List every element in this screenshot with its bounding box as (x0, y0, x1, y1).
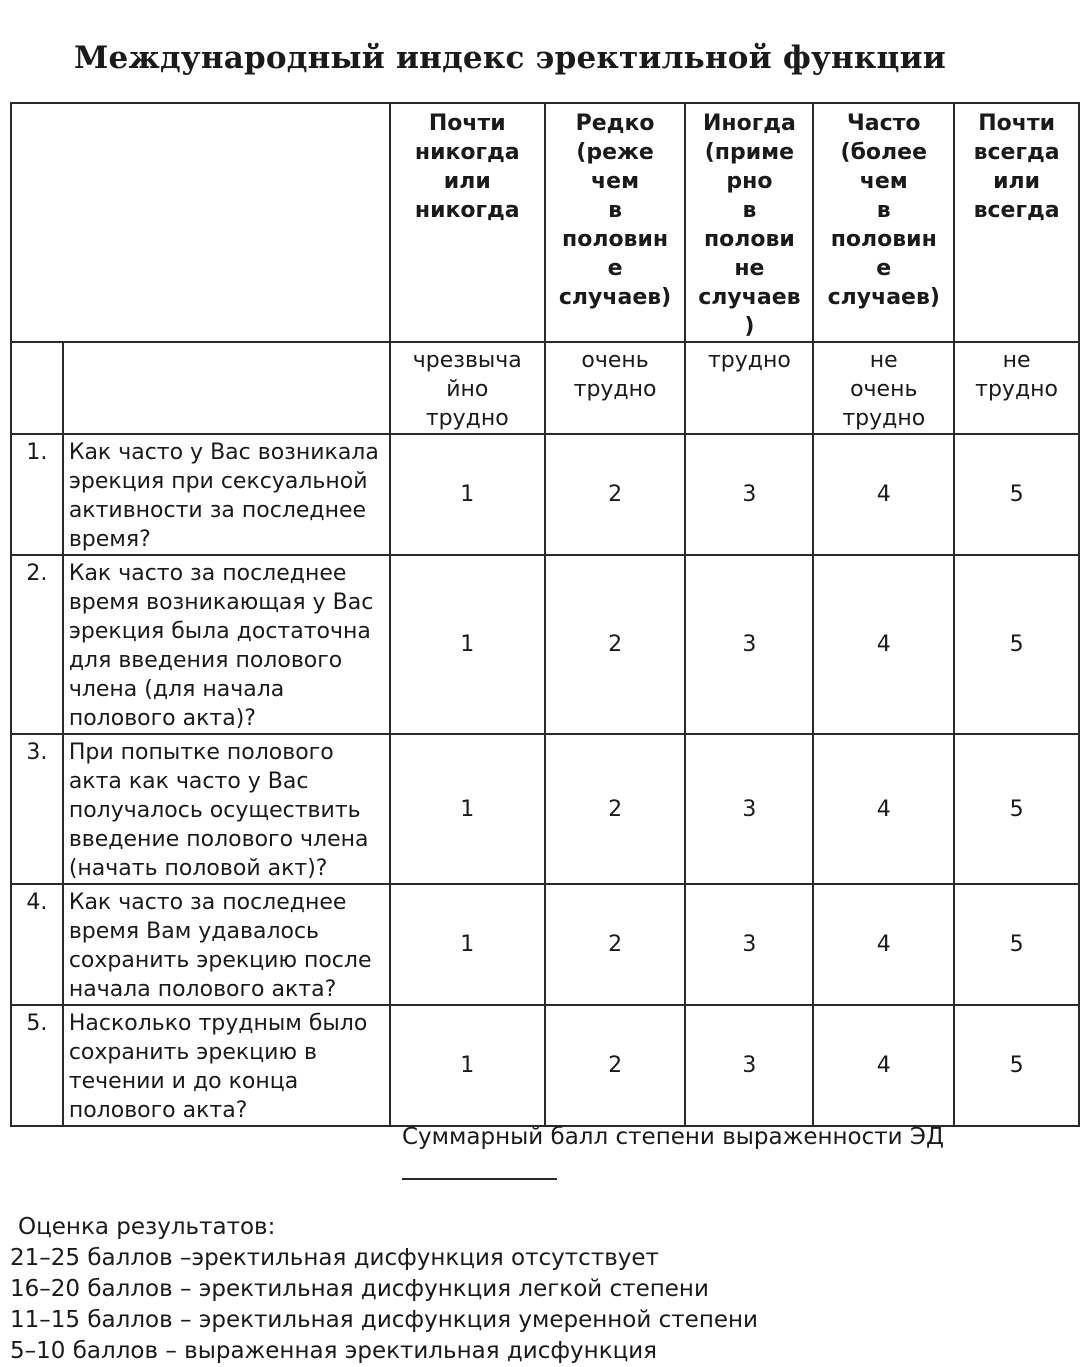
difficulty-label-3 (685, 342, 813, 434)
header-blank-cell (11, 103, 390, 342)
text-line: случаев (698, 285, 801, 310)
result-line: 5–10 баллов – выраженная эректильная дисфункция (10, 1338, 658, 1364)
text-line: эрекция была достаточна (68, 619, 371, 644)
text-line: (приме (704, 140, 795, 165)
col-header-4 (813, 103, 954, 342)
text-line: очень (581, 348, 649, 373)
score-option[interactable]: 4 (813, 555, 954, 734)
difficulty-row (11, 342, 1079, 434)
difficulty-label-2 (545, 342, 686, 434)
text-line: полового акта? (68, 1098, 248, 1123)
text-line: трудно (842, 406, 926, 431)
text-line: время возникающая у Вас (68, 590, 374, 615)
question-text (63, 434, 390, 555)
text-line: не (869, 348, 898, 373)
text-line: (реже (576, 140, 654, 165)
text-line: Как часто за последнее (68, 890, 347, 915)
col-header-5 (954, 103, 1079, 342)
text-line: не (734, 256, 765, 281)
text-line: случаев) (827, 285, 940, 310)
text-line: для введения полового (68, 648, 343, 673)
text-line: трудно (975, 377, 1059, 402)
text-line: Часто (847, 111, 921, 136)
text-line: трудно (707, 348, 791, 373)
text-line: чем (591, 169, 640, 194)
difficulty-label-5 (954, 342, 1079, 434)
question-number: 4. (11, 884, 63, 1005)
col-header-2 (545, 103, 686, 342)
text-line: в (742, 198, 757, 223)
summary-label: Суммарный балл степени выраженности ЭД (402, 1124, 944, 1150)
text-line: сохранить эрекцию в (68, 1040, 317, 1065)
score-option[interactable]: 5 (954, 734, 1079, 884)
text-line: очень (850, 377, 918, 402)
text-line: полови (703, 227, 795, 252)
result-line: 16–20 баллов – эректильная дисфункция легкой степени (10, 1276, 709, 1302)
text-line: не (1002, 348, 1031, 373)
text-line: активности за последнее (68, 498, 367, 523)
text-line: Как часто за последнее (68, 561, 347, 586)
question-row (11, 434, 1079, 555)
question-number: 2. (11, 555, 63, 734)
text-line: рно (726, 169, 773, 194)
text-line: трудно (573, 377, 657, 402)
col-header-1 (390, 103, 545, 342)
score-option[interactable]: 1 (390, 1005, 545, 1126)
text-line: половин (830, 227, 937, 252)
text-line: Как часто у Вас возникала (68, 440, 379, 465)
question-number: 3. (11, 734, 63, 884)
text-line: введение полового члена (68, 827, 369, 852)
text-line: Редко (575, 111, 655, 136)
question-text (63, 884, 390, 1005)
text-line: чем (859, 169, 908, 194)
text-line: е (607, 256, 623, 281)
page-title: Международный индекс эректильной функции (74, 40, 946, 76)
text-line: течении и до конца (68, 1069, 299, 1094)
text-line: или (993, 169, 1041, 194)
text-line: ) (744, 314, 755, 339)
score-option[interactable]: 1 (390, 434, 545, 555)
text-line: Почти (428, 111, 506, 136)
score-option[interactable]: 1 (390, 884, 545, 1005)
question-text (63, 734, 390, 884)
text-line: трудно (425, 406, 509, 431)
difficulty-label-1 (390, 342, 545, 434)
text-line: получалось осуществить (68, 798, 361, 823)
question-text (63, 555, 390, 734)
text-line: начала полового акта? (68, 977, 337, 1002)
text-line: Иногда (702, 111, 796, 136)
text-line: эрекция при сексуальной (68, 469, 368, 494)
score-option[interactable]: 4 (813, 884, 954, 1005)
difficulty-blank-text (63, 342, 390, 434)
result-line: 21–25 баллов –эректильная дисфункция отсутствует (10, 1245, 659, 1271)
difficulty-blank-num (11, 342, 63, 434)
question-row (11, 555, 1079, 734)
text-line: При попытке полового (68, 740, 334, 765)
score-option[interactable]: 3 (685, 884, 813, 1005)
score-option[interactable]: 2 (545, 434, 686, 555)
text-line: всегда (973, 140, 1060, 165)
question-row (11, 884, 1079, 1005)
score-option[interactable]: 2 (545, 1005, 686, 1126)
text-line: в (876, 198, 891, 223)
score-option[interactable]: 2 (545, 884, 686, 1005)
difficulty-label-4 (813, 342, 954, 434)
score-option[interactable]: 5 (954, 555, 1079, 734)
score-option[interactable]: 5 (954, 434, 1079, 555)
text-line: время? (68, 527, 151, 552)
score-option[interactable]: 5 (954, 1005, 1079, 1126)
score-option[interactable]: 3 (685, 555, 813, 734)
text-line: йно (446, 377, 489, 402)
text-line: акта как часто у Вас (68, 769, 309, 794)
text-line: (более (840, 140, 928, 165)
text-line: члена (для начала (68, 677, 285, 702)
text-line: или (443, 169, 491, 194)
score-option[interactable]: 2 (545, 555, 686, 734)
score-option[interactable]: 3 (685, 434, 813, 555)
text-line: половин (562, 227, 669, 252)
text-line: никогда (414, 140, 520, 165)
text-line: случаев) (558, 285, 672, 310)
question-row (11, 1005, 1079, 1126)
text-line: сохранить эрекцию после (68, 948, 372, 973)
score-option[interactable]: 3 (685, 1005, 813, 1126)
score-option[interactable]: 4 (813, 434, 954, 555)
question-row (11, 734, 1079, 884)
column-header-row (11, 103, 1079, 342)
text-line: Почти (978, 111, 1055, 136)
result-line: 11–15 баллов – эректильная дисфункция умеренной степени (10, 1307, 759, 1333)
question-number: 5. (11, 1005, 63, 1126)
text-line: время Вам удавалось (68, 919, 320, 944)
score-option[interactable]: 2 (545, 734, 686, 884)
text-line: никогда (414, 198, 520, 223)
iief-table (10, 102, 1080, 1127)
text-line: в (608, 198, 623, 223)
text-line: е (876, 256, 892, 281)
question-text (63, 1005, 390, 1126)
score-option[interactable]: 1 (390, 555, 545, 734)
score-option[interactable]: 1 (390, 734, 545, 884)
score-option[interactable]: 4 (813, 1005, 954, 1126)
text-line: полового акта)? (68, 706, 256, 731)
results-heading: Оценка результатов: (18, 1214, 276, 1240)
score-option[interactable]: 5 (954, 884, 1079, 1005)
text-line: (начать половой акт)? (68, 856, 328, 881)
text-line: чрезвыча (412, 348, 522, 373)
summary-answer-line (402, 1178, 557, 1180)
results-section (10, 1212, 758, 1367)
text-line: Насколько трудным было (68, 1011, 368, 1036)
score-option[interactable]: 4 (813, 734, 954, 884)
question-number: 1. (11, 434, 63, 555)
score-option[interactable]: 3 (685, 734, 813, 884)
text-line: всегда (973, 198, 1060, 223)
col-header-3 (685, 103, 813, 342)
